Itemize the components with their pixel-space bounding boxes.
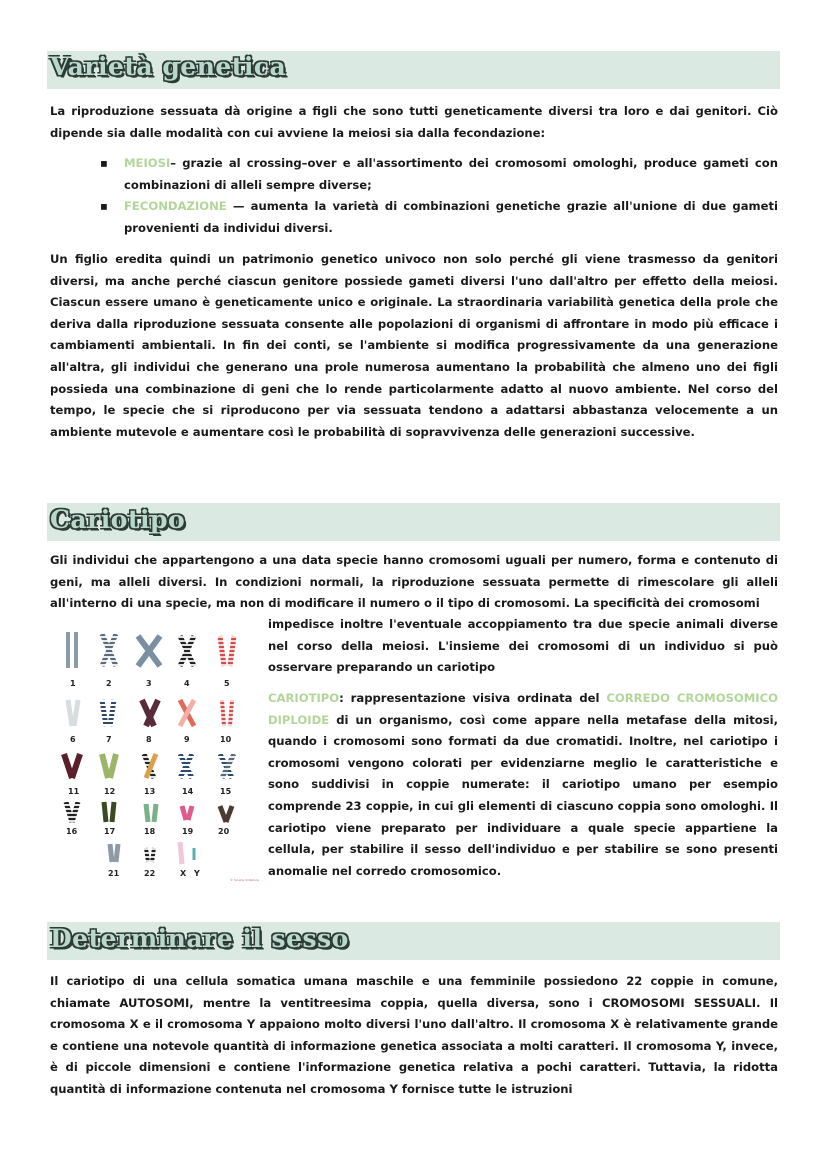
chromosome-pair-15	[220, 754, 234, 778]
chromosome-pair-17	[104, 802, 114, 822]
term-meiosi: MEIOSI	[124, 156, 171, 170]
text-meiosi: – grazie al crossing–over e all'assortimento dei cromosomi omologhi, produce gameti con combinazioni di alleli sempre diverse;	[124, 156, 778, 192]
list-item-meiosi	[100, 153, 778, 196]
chromosome-pair-21	[110, 844, 118, 862]
term-cariotipo: CARIOTIPO	[268, 691, 340, 705]
chromosome-pair-18	[146, 804, 156, 822]
label-16: 16	[66, 827, 78, 836]
label-19: 19	[182, 827, 194, 836]
label-1: 1	[70, 679, 76, 688]
chromosome-pair-12	[102, 754, 116, 778]
paragraph-cariotipo-wrap: impedisce inoltre l'eventuale accoppiamento tra due specie animali diverse nel corso della meiosi. L'insieme dei cromosomi di un individuo si può osservare preparando un cariotipo	[268, 617, 778, 675]
chromosome-pair-16	[66, 802, 78, 822]
chromosome-pair-xy	[180, 842, 194, 864]
label-17: 17	[104, 827, 116, 836]
term-fecondazione: FECONDAZIONE	[124, 199, 227, 214]
label-4: 4	[184, 679, 190, 688]
label-22: 22	[144, 869, 156, 878]
term-corredo: CORREDO CROMOSOMICO DIPLOIDE	[268, 691, 778, 727]
label-3: 3	[146, 679, 152, 688]
paragraph-varieta-body: Un figlio eredita quindi un patrimonio genetico univoco non solo perché gli viene trasmesso da genitori diversi, ma anche perché ciascun genitore possiede gameti diversi l'uno dall'altro per effetto della meiosi. Ciascun essere umano è geneticamente unico e originale. La straordinaria variabilità genetica della prole che deriva dalla riproduzione sessuata consente alle popolazioni di organismi di affrontare in modo più efficace i cambiamenti ambientali. In fin dei conti, se l'ambiente si modifica progressivamente da una generazione all'altra, gli individui che generano una prole numerosa aumentano la probabilità che almeno uno dei figli possieda una combinazione di geni che lo rende particolarmente adatto al nuovo ambiente. Nel corso del tempo, le specie che si riproducono per via sessuata tendono a adattarsi abbastanza velocemente a un ambiente mutevole e aumentare così le probabilità di sopravvivenza delle generazioni successive.	[50, 252, 778, 439]
label-14: 14	[182, 787, 194, 796]
label-5: 5	[224, 679, 230, 688]
paragraph-cariotipo-intro: Gli individui che appartengono a una data specie hanno cromosomi uguali per numero, forma e contenuto di geni, ma alleli diversi. In condizioni normali, la riproduzione sessuata permette di rimescolare gli alleli all'interno di una specie, ma non di modificare il numero o il tipo di cromosomi. La specificità dei cromosomi	[50, 553, 778, 611]
chromosome-pair-3	[138, 636, 160, 666]
chromosome-pair-6	[68, 700, 78, 726]
chromosome-pair-22	[146, 848, 154, 862]
label-7: 7	[106, 735, 112, 744]
chromosome-pair-13	[144, 754, 156, 778]
chromosome-pair-2	[102, 634, 116, 666]
chromosome-pair-4	[180, 636, 194, 666]
paragraph-sesso-body: Il cariotipo di una cellula somatica umana maschile e una femminile possiedono 22 coppie in comune, chiamate AUTOSOMI, mentre la ventitreesima coppia, quella diversa, sono i CROMOSOMI SESSUALI. Il cromosoma X e il cromosoma Y appaiono molto diversi l'uno dall'altro. Il cromosoma X è relativamente grande e contiene una notevole quantità di informazione genetica associata a molti caratteri. Il cromosoma Y, invece, è di piccole dimensioni e contiene l'informazione genetica relativa a pochi caratteri. Tuttavia, la ridotta quantità di informazione contenuta nel cromosoma Y fornisce tutte le istruzioni	[50, 974, 778, 1096]
list-item-fecondazione	[100, 196, 778, 239]
label-18: 18	[144, 827, 156, 836]
chromosome-pair-8	[142, 700, 158, 726]
bullet-list-varieta	[100, 153, 778, 239]
chromosome-pair-19	[182, 806, 192, 820]
label-9: 9	[184, 735, 190, 744]
label-20: 20	[218, 827, 230, 836]
chromosome-pair-14	[180, 754, 192, 778]
bullet-icon: ▪	[100, 156, 108, 170]
chromosome-pair-5	[220, 636, 234, 666]
section-title-cariotipo: Cariotipo	[50, 505, 186, 534]
image-credit: © Scuola di Natura	[230, 878, 259, 882]
chromosome-pair-20	[220, 806, 232, 822]
label-6: 6	[70, 735, 76, 744]
label-8: 8	[146, 735, 152, 744]
chromosome-pair-9	[180, 700, 194, 726]
text-fecondazione: — aumenta la varietà di combinazioni genetiche grazie all'unione di due gameti provenienti da individui diversi.	[124, 199, 778, 235]
label-2: 2	[106, 679, 112, 688]
def-colon: : rappresentazione visiva ordinata del	[339, 691, 607, 705]
label-13: 13	[144, 787, 156, 796]
chromosome-pair-11	[64, 754, 80, 778]
karyotype-image	[58, 630, 263, 885]
label-10: 10	[220, 735, 232, 744]
chromosome-pair-7	[102, 700, 114, 726]
def-text: di un organismo, così come appare nella metafase della mitosi, quando i cromosomi sono formati da due cromatidi. Inoltre, nel cariotipo i cromosomi vengono colorati per evidenziarne meglio le caratteristiche e sono suddivisi in coppie numerate: il cariotipo umano per esempio comprende 23 coppie, in cui gli elementi di ciascuno coppia sono omologhi. Il cariotipo viene preparato per individuare a quale specie appartiene la cellula, per stabilire il sesso dell'individuo e per stabilire se sono presenti anomalie nel corredo cromosomico.	[268, 712, 778, 878]
label-y: Y	[194, 869, 200, 878]
chromosome-pair-1	[66, 632, 78, 668]
paragraph-cariotipo-definition	[268, 688, 778, 882]
section-title-varieta: Varietà genetica	[50, 52, 287, 81]
label-21: 21	[108, 869, 120, 878]
label-15: 15	[220, 787, 232, 796]
chromosome-pair-10	[222, 700, 232, 726]
bullet-icon: ▪	[100, 199, 108, 214]
section-title-sesso: Determinare il sesso	[50, 924, 349, 953]
paragraph-varieta-intro: La riproduzione sessuata dà origine a figli che sono tutti geneticamente diversi tra loro e dai genitori. Ciò dipende sia dalle modalità con cui avviene la meiosi sia dalla fecondazione:	[50, 104, 778, 140]
label-x: X	[180, 869, 187, 878]
label-11: 11	[68, 787, 80, 796]
label-12: 12	[104, 787, 116, 796]
